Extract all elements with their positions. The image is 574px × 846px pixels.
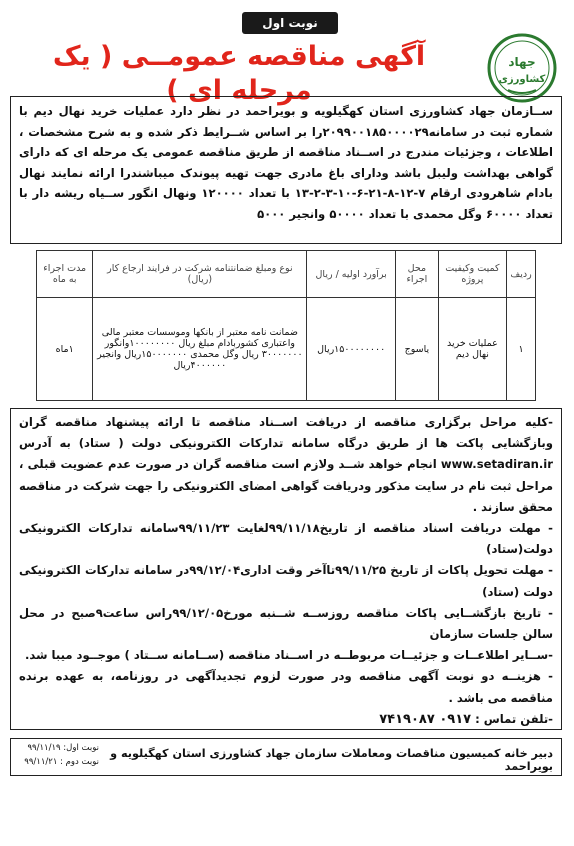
table-row — [37, 298, 536, 401]
conditions-box — [10, 408, 562, 730]
phone-label: -تلفن تماس : — [475, 711, 553, 726]
table-header-row — [37, 251, 536, 298]
tender-notice — [6, 4, 568, 842]
cell-baravord: ۱۵۰۰۰۰۰۰۰۰ریال — [307, 298, 396, 401]
condition-2: - مهلت دریافت اسناد مناقصه از تاریخ۹۹/۱۱/۱۸لغایت ۹۹/۱۱/۲۳سامانه تدارکات الکترونیکی دولت(ستاد) — [19, 521, 553, 557]
condition-1-text-cont: انجام خواهد شــد ولازم است مناقصه گران در صورت عدم عضویت قبلی ، مراحل ثبت نام در سایت مذکور ودریافت گواهی امضای الکترونیکی را جهت شرکت در مناقصه محقق سازند . — [19, 457, 553, 514]
website-link[interactable]: www.setadiran.ir — [440, 457, 553, 472]
condition-4: - تاریخ بازگشــایی پاکات مناقصه روزســه شــنبه مورخ۹۹/۱۲/۰۵راس ساعت۹صبح در محل سالن جلسات سازمان — [19, 605, 553, 642]
phone-number: ۰۹۱۷ ۷۴۱۹۰۸۷ — [379, 711, 472, 727]
cell-zemanat: ضمانت نامه معتبر از بانکها وموسسات معتبر مالی واعتباری کشوربادام مبلغ ریال ۱۰۰۰۰۰۰۰۰وانگور ۳۰۰۰۰۰۰۰ ریال وگل محمدی ۱۵۰۰۰۰۰۰۰ریال وانجیر ۴۰۰۰۰۰۰ریال — [93, 298, 307, 401]
condition-1 — [19, 412, 553, 518]
phone-line — [19, 709, 553, 730]
publish-dates — [15, 741, 99, 769]
footer-box — [10, 738, 562, 776]
logo-bottom-text: کشاورزی — [498, 74, 546, 85]
col-kamiyat: کمیت وکیفیت پروژه — [438, 251, 506, 298]
cell-kamiyat: عملیات خرید نهال دیم — [438, 298, 506, 401]
condition-1-text: -کلیه مراحل برگزاری مناقصه از دریافت اســناد مناقصه تا ارائه پیشنهاد مناقصه گران وبازگشایی پاکت ها از طریق درگاه سامانه تدارکات الکترونیکی دولت ( ستاد) به آدرس — [19, 415, 553, 451]
cell-mahal: یاسوج — [396, 298, 439, 401]
round-badge: نوبت اول — [242, 12, 338, 34]
cell-radif: ۱ — [507, 298, 536, 401]
publish-date-1: نوبت اول: ۹۹/۱۱/۱۹ — [27, 743, 99, 753]
intro-paragraph: ســازمان جهاد کشاورزی استان کهگیلویه و بویراحمد در نظر دارد عملیات خرید نهال دیم با شماره ثبت در سامانه۲۰۹۹۰۰۱۸۵۰۰۰۰۲۹را بر اساس شــرایط ذکر شده و به شرح مشخصات ، اطلاعات ، وجزئیات مندرج در اســناد مناقصه از طریق مناقصه عمومی یک مرحله ای که دارای گواهی بهداشت ولیبل باشد ودارای باغ مادری جهت تهیه پیوندک میباشندرا ارائه نمایند نهال بادام شاهرودی ارقام ۷-۱۲-۸-۲۱-۶-۱۰-۳-۲-۱۳ با تعداد ۱۲۰۰۰۰ ونهال انگور ســیاه ریشه دار با تعداد ۶۰۰۰۰ وگل محمدی با تعداد ۵۰۰۰۰ وانجیر ۵۰۰۰ — [10, 96, 562, 244]
col-mahal: محل اجراء — [396, 251, 439, 298]
condition-5: -ســایر اطلاعــات و جزئیــات مربوطــه در اســناد مناقصه (ســامانه ســتاد ) موجــود میبا شد. — [24, 648, 553, 663]
notice-title: آگهی مناقصه عمومــی ( یک مرحله ای ) — [52, 41, 426, 106]
condition-6: - هزینــه دو نوبت آگهی مناقصه ودر صورت لزوم تجدیدآگهی در روزنامه، به عهده برنده مناقصه می باشد . — [19, 669, 553, 705]
publish-date-2: نوبت دوم : ۹۹/۱۱/۲۱ — [24, 757, 99, 767]
col-modat: مدت اجراء به ماه — [37, 251, 93, 298]
col-radif: ردیف — [507, 251, 536, 298]
col-baravord: برآورد اولیه / ریال — [307, 251, 396, 298]
logo-top-text: جهاد — [508, 55, 536, 69]
condition-3: - مهلت تحویل پاکات از تاریخ ۹۹/۱۱/۲۵تاآخر وقت اداری۹۹/۱۲/۰۴در سامانه تدارکات الکترونیکی دولت (ستاد) — [19, 563, 553, 599]
cell-modat: ۱ماه — [37, 298, 93, 401]
jihad-agriculture-logo — [486, 32, 558, 104]
tender-table — [36, 250, 536, 401]
signature: دبیر خانه کمیسیون مناقصات ومعاملات سازمان جهاد کشاورزی استان کهگیلویه و بویراحمد — [110, 747, 553, 773]
col-zemanat: نوع ومبلغ ضمانتنامه شرکت در فرایند ارجاع کار (ریال) — [93, 251, 307, 298]
